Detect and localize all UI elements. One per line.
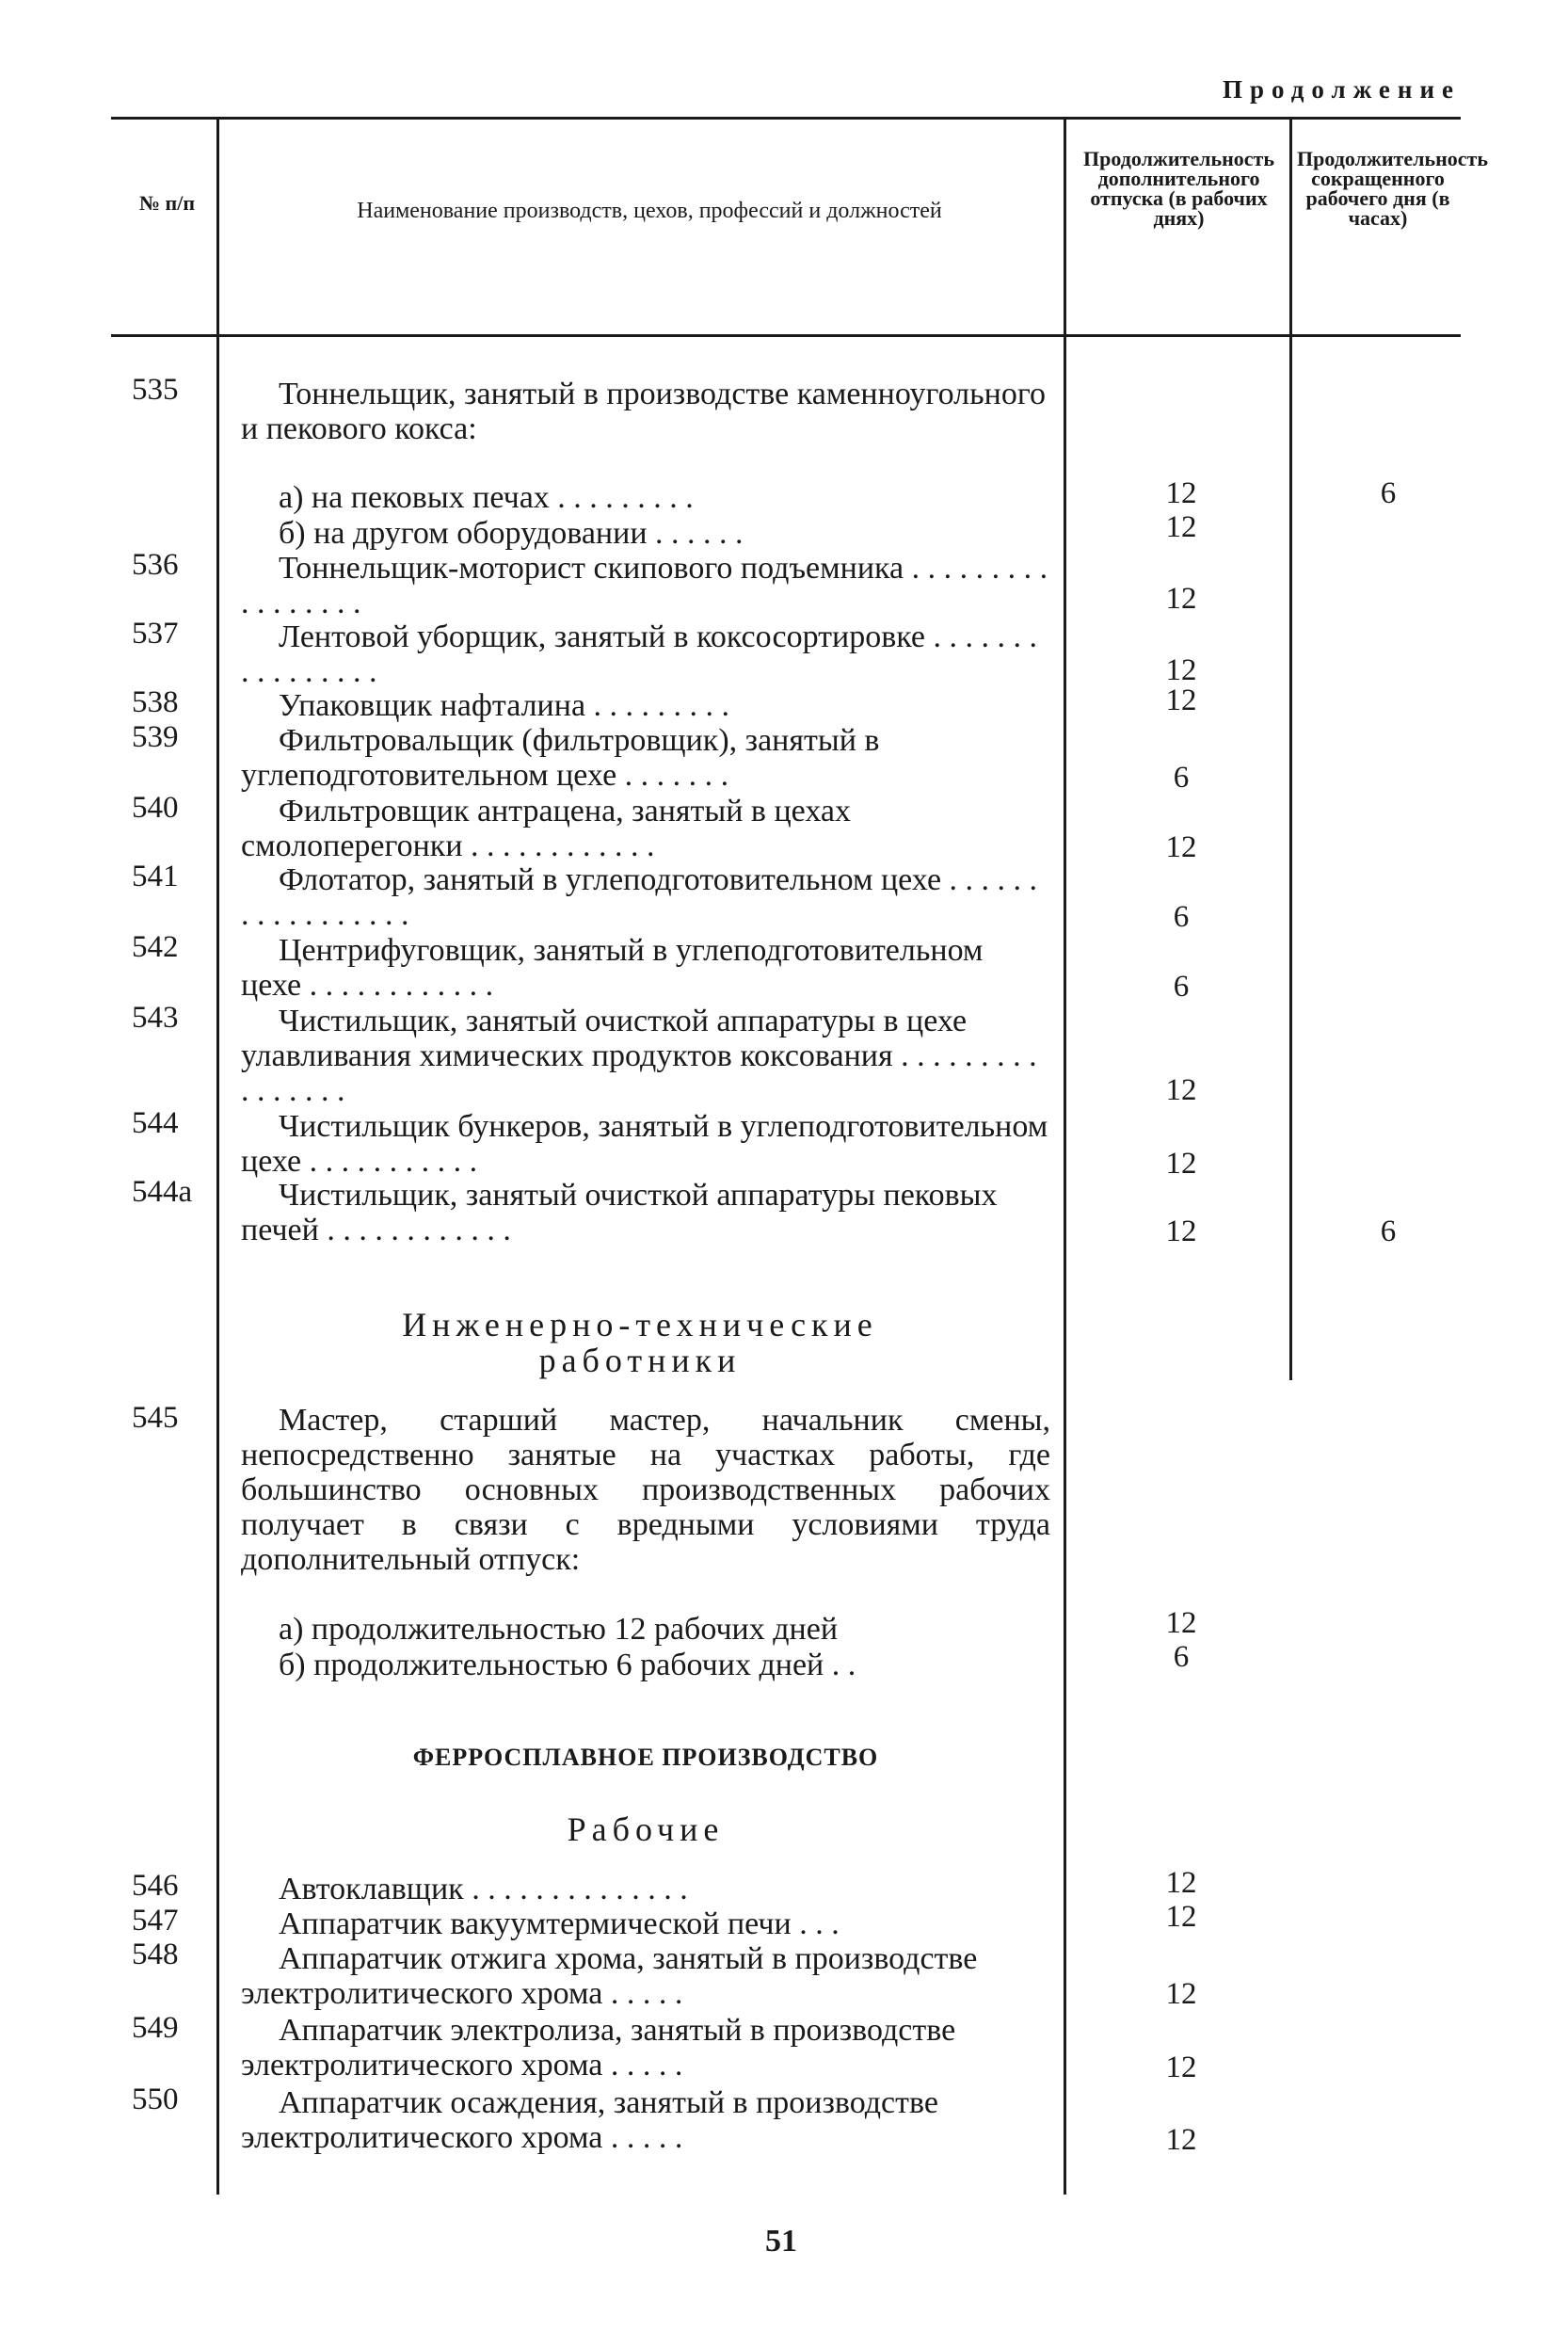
row-number: 537 — [132, 617, 179, 651]
row-number: 536 — [132, 548, 179, 582]
row-text: Чистильщик, занятый очисткой аппаратуры пековых печей . . . . . . . . . . . . — [241, 1178, 998, 1247]
row-text-a: а) продолжительностью 12 рабочих дней — [279, 1612, 839, 1647]
vacation-days: 12 — [1165, 1073, 1197, 1107]
continuation-label: Продолжение — [1223, 75, 1461, 104]
row-number: 541 — [132, 860, 179, 893]
vacation-days: 12 — [1165, 1606, 1197, 1640]
row-text: Фильтровальщик (фильтровщик), занятый в углеподготовительном цехе . . . . . . . — [241, 723, 880, 793]
vacation-days: 12 — [1165, 476, 1197, 510]
row-text: Автоклавщик . . . . . . . . . . . . . . — [279, 1872, 688, 1906]
table-top-rule — [111, 117, 1461, 120]
vacation-days: 12 — [1165, 1977, 1197, 2011]
row-text: Аппаратчик осаждения, занятый в производстве электролитического хрома . . . . . — [241, 2085, 938, 2155]
row-text: Мастер, старший мастер, начальник смены, непосредственно занятые на участках работы, где большинство основных производственных рабочих получает в связи с вредными условиями труда дополнительный отпуск: — [241, 1403, 1050, 1577]
vacation-days: 12 — [1165, 1900, 1197, 1934]
vacation-days: 6 — [1173, 970, 1190, 1004]
row-text: Центрифуговщик, занятый в углеподготовительном цехе . . . . . . . . . . . . — [241, 933, 984, 1003]
page-number: 51 — [765, 2224, 797, 2259]
row-text: Лентовой уборщик, занятый в коксосортировке . . . . . . . . . . . . . . . . — [241, 619, 1038, 689]
row-number: 542 — [132, 930, 179, 964]
row-text: Упаковщик нафталина . . . . . . . . . — [279, 688, 730, 723]
section-heading-engineering: Инженерно-технические работники — [402, 1306, 878, 1379]
row-number: 544а — [132, 1175, 193, 1209]
vacation-days: 12 — [1165, 582, 1197, 616]
vacation-days: 6 — [1173, 900, 1190, 934]
row-number: 545 — [132, 1401, 179, 1435]
row-number: 540 — [132, 791, 179, 825]
row-text: Аппаратчик вакуумтермической печи . . . — [279, 1906, 840, 1941]
workday-hours: 6 — [1380, 476, 1397, 510]
vacation-days: 12 — [1165, 830, 1197, 864]
row-text: Тоннельщик, занятый в производстве каменноугольного и пекового кокса: — [241, 377, 1046, 446]
row-number: 548 — [132, 1938, 179, 1971]
vacation-days: 12 — [1165, 1147, 1197, 1181]
row-text: Чистильщик бункеров, занятый в углеподготовительном цехе . . . . . . . . . . . — [241, 1109, 1048, 1179]
section-title-ferroalloy: ФЕРРОСПЛАВНОЕ ПРОИЗВОДСТВО — [412, 1744, 879, 1771]
row-number: 546 — [132, 1869, 179, 1903]
header-bottom-rule — [111, 334, 1461, 337]
vacation-days: 12 — [1165, 510, 1197, 544]
workday-hours: 6 — [1380, 1214, 1397, 1248]
row-number: 535 — [132, 373, 179, 407]
row-number: 543 — [132, 1001, 179, 1035]
row-text: Аппаратчик отжига хрома, занятый в производстве электролитического хрома . . . . . — [241, 1941, 978, 2011]
vacation-days: 12 — [1165, 1214, 1197, 1248]
vacation-days: 12 — [1165, 2051, 1197, 2084]
vacation-days: 6 — [1173, 1640, 1190, 1674]
section-heading-workers: Рабочие — [567, 1810, 725, 1848]
row-text-b: б) продолжительностью 6 рабочих дней . . — [279, 1648, 856, 1682]
row-number: 547 — [132, 1904, 179, 1938]
row-text: Чистильщик, занятый очисткой аппаратуры в цехе улавливания химических продуктов коксования . . . . . . . . . . . . . . . . — [241, 1004, 1037, 1108]
row-text: Флотатор, занятый в углеподготовительном цехе . . . . . . . . . . . . . . . . . — [241, 862, 1038, 932]
vacation-days: 6 — [1173, 761, 1190, 795]
vacation-days: 12 — [1165, 684, 1197, 717]
row-number: 549 — [132, 2011, 179, 2045]
column-divider-vacation — [1289, 119, 1292, 1380]
row-text: Тоннельщик-моторист скипового подъемника . . . . . . . . . . . . . . . . . — [241, 551, 1048, 620]
row-text: а) на пековых печах . . . . . . . . . — [279, 480, 694, 515]
header-vacation: Продолжительность дополнительного отпуска (в рабочих днях) — [1083, 147, 1274, 230]
header-name: Наименование производств, цехов, профессий и должностей — [357, 199, 942, 223]
vacation-days: 12 — [1165, 2123, 1197, 2157]
row-number: 544 — [132, 1106, 179, 1140]
header-num: № п/п — [138, 191, 196, 215]
row-number: 539 — [132, 720, 179, 754]
row-text: Аппаратчик электролиза, занятый в производстве электролитического хрома . . . . . — [241, 2013, 956, 2083]
row-text: Фильтровщик антрацена, занятый в цехах смолоперегонки . . . . . . . . . . . . — [241, 794, 851, 863]
row-number: 550 — [132, 2083, 179, 2116]
row-number: 538 — [132, 685, 179, 719]
vacation-days: 12 — [1165, 1866, 1197, 1900]
vacation-days: 12 — [1165, 653, 1197, 687]
header-workday: Продолжительность сокращенного рабочего дня (в часах) — [1297, 147, 1488, 230]
column-divider-name — [1064, 119, 1066, 2195]
row-text: б) на другом оборудовании . . . . . . — [279, 516, 744, 551]
